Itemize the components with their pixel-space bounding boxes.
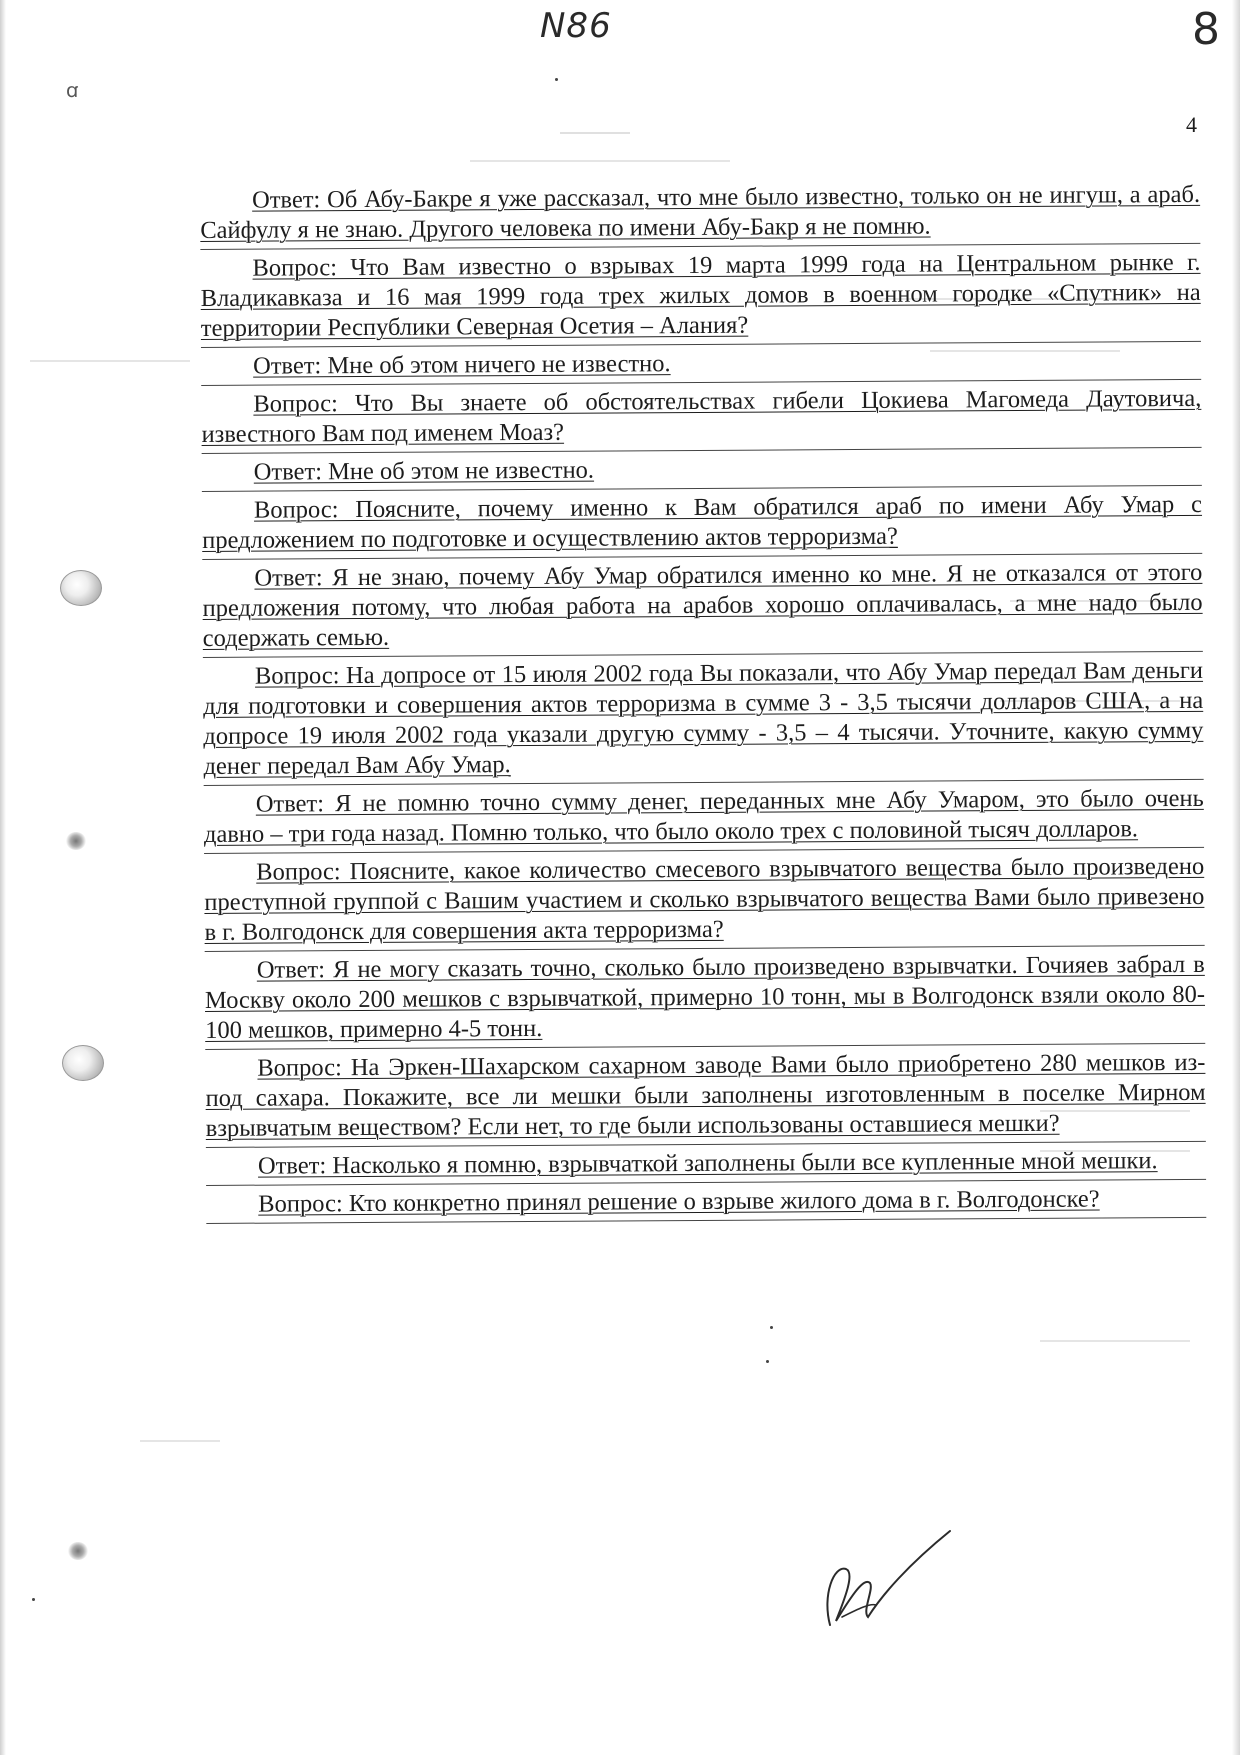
- scan-dot: [770, 1326, 773, 1329]
- question-paragraph: Вопрос: Что Вам известно о взрывах 19 марта 1999 года на Центральном рынке г. Владикавказа и 16 мая 1999 года трех жилых домов в военном городке «Спутник» на территории Республики Северная Осетия – Алания?: [200, 248, 1201, 342]
- question-paragraph: Вопрос: Поясните, почему именно к Вам обратился араб по имени Абу Умар с предложением по подготовке и осуществлению актов терроризма?: [202, 490, 1203, 554]
- answer-paragraph: Ответ: Я не помню точно сумму денег, переданных мне Абу Умаром, это было очень давно – три года назад. Помню только, что было около трех с половиной тысяч долларов.: [203, 784, 1204, 848]
- interrogation-record: [200, 180, 1206, 1228]
- question-paragraph: Вопрос: Что Вы знаете об обстоятельствах гибели Цокиева Магомеда Даутовича, известного Вам под именем Моаз?: [201, 384, 1202, 448]
- scan-dot: [766, 1360, 769, 1363]
- answer-paragraph: Ответ: Я не знаю, почему Абу Умар обратился именно ко мне. Я не отказался от этого предложения потому, что любая работа на арабов хорошо оплачивалась, а мне надо было содержать семью.: [202, 558, 1203, 652]
- page-number: 4: [1186, 112, 1197, 137]
- scan-speck-icon: [66, 832, 86, 850]
- scan-edge-right: [1232, 0, 1240, 1755]
- scan-edge-left: [0, 0, 6, 1755]
- answer-paragraph: Ответ: Мне об этом не известно.: [253, 456, 595, 486]
- scan-dot: [555, 78, 558, 81]
- question-paragraph: Вопрос: На Эркен-Шахарском сахарном заводе Вами было приобретено 280 мешков из-под сахара. Покажите, все ли мешки были заполнены изготовленным в поселке Мирном взрывчатым веществом? Если нет, то где были использованы оставшиеся мешки?: [205, 1048, 1206, 1142]
- punch-hole-icon: [62, 1045, 104, 1081]
- question-paragraph: Вопрос: Кто конкретно принял решение о взрыве жилого дома в г. Волгодонске?: [258, 1185, 1100, 1218]
- question-paragraph: Вопрос: На допросе от 15 июля 2002 года Вы показали, что Абу Умар передал Вам деньги для подготовки и совершения актов терроризма в сумме 3 - 3,5 тысячи долларов США, а на допросе 19 июля 2002 года указали другую сумму - 3,5 – 4 тысячи. Уточните, какую сумму денег передал Вам Абу Умар.: [203, 656, 1204, 780]
- scan-speck-icon: [68, 1542, 88, 1560]
- answer-paragraph: Ответ: Насколько я помню, взрывчаткой заполнены были все купленные мной мешки.: [257, 1147, 1158, 1180]
- answer-paragraph: Ответ: Я не могу сказать точно, сколько было произведено взрывчатки. Гочияев забрал в Москву около 200 мешков с взрывчаткой, примерно 10 тонн, мы в Волгодонск взяли около 80-100 мешков, примерно 4-5 тонн.: [204, 950, 1206, 1044]
- answer-paragraph: Ответ: Мне об этом ничего не известно.: [253, 350, 671, 380]
- corner-mark-icon: ꭤ: [66, 80, 79, 102]
- scan-dot: [32, 1598, 35, 1601]
- handwritten-sheet-number: 8: [1192, 4, 1220, 55]
- punch-hole-icon: [60, 570, 102, 606]
- answer-paragraph: Ответ: Об Абу-Бакре я уже рассказал, что мне было известно, только он не ингуш, а араб. Сайфулу я не знаю. Другого человека по имени Абу-Бакр я не помню.: [200, 180, 1201, 244]
- signature-icon: [812, 1525, 962, 1635]
- handwritten-case-number: N86: [540, 6, 612, 46]
- question-paragraph: Вопрос: Поясните, какое количество смесевого взрывчатого вещества было произведено преступной группой с Вашим участием и сколько взрывчатого вещества Вами было привезено в г. Волгодонск для совершения акта терроризма?: [204, 852, 1205, 946]
